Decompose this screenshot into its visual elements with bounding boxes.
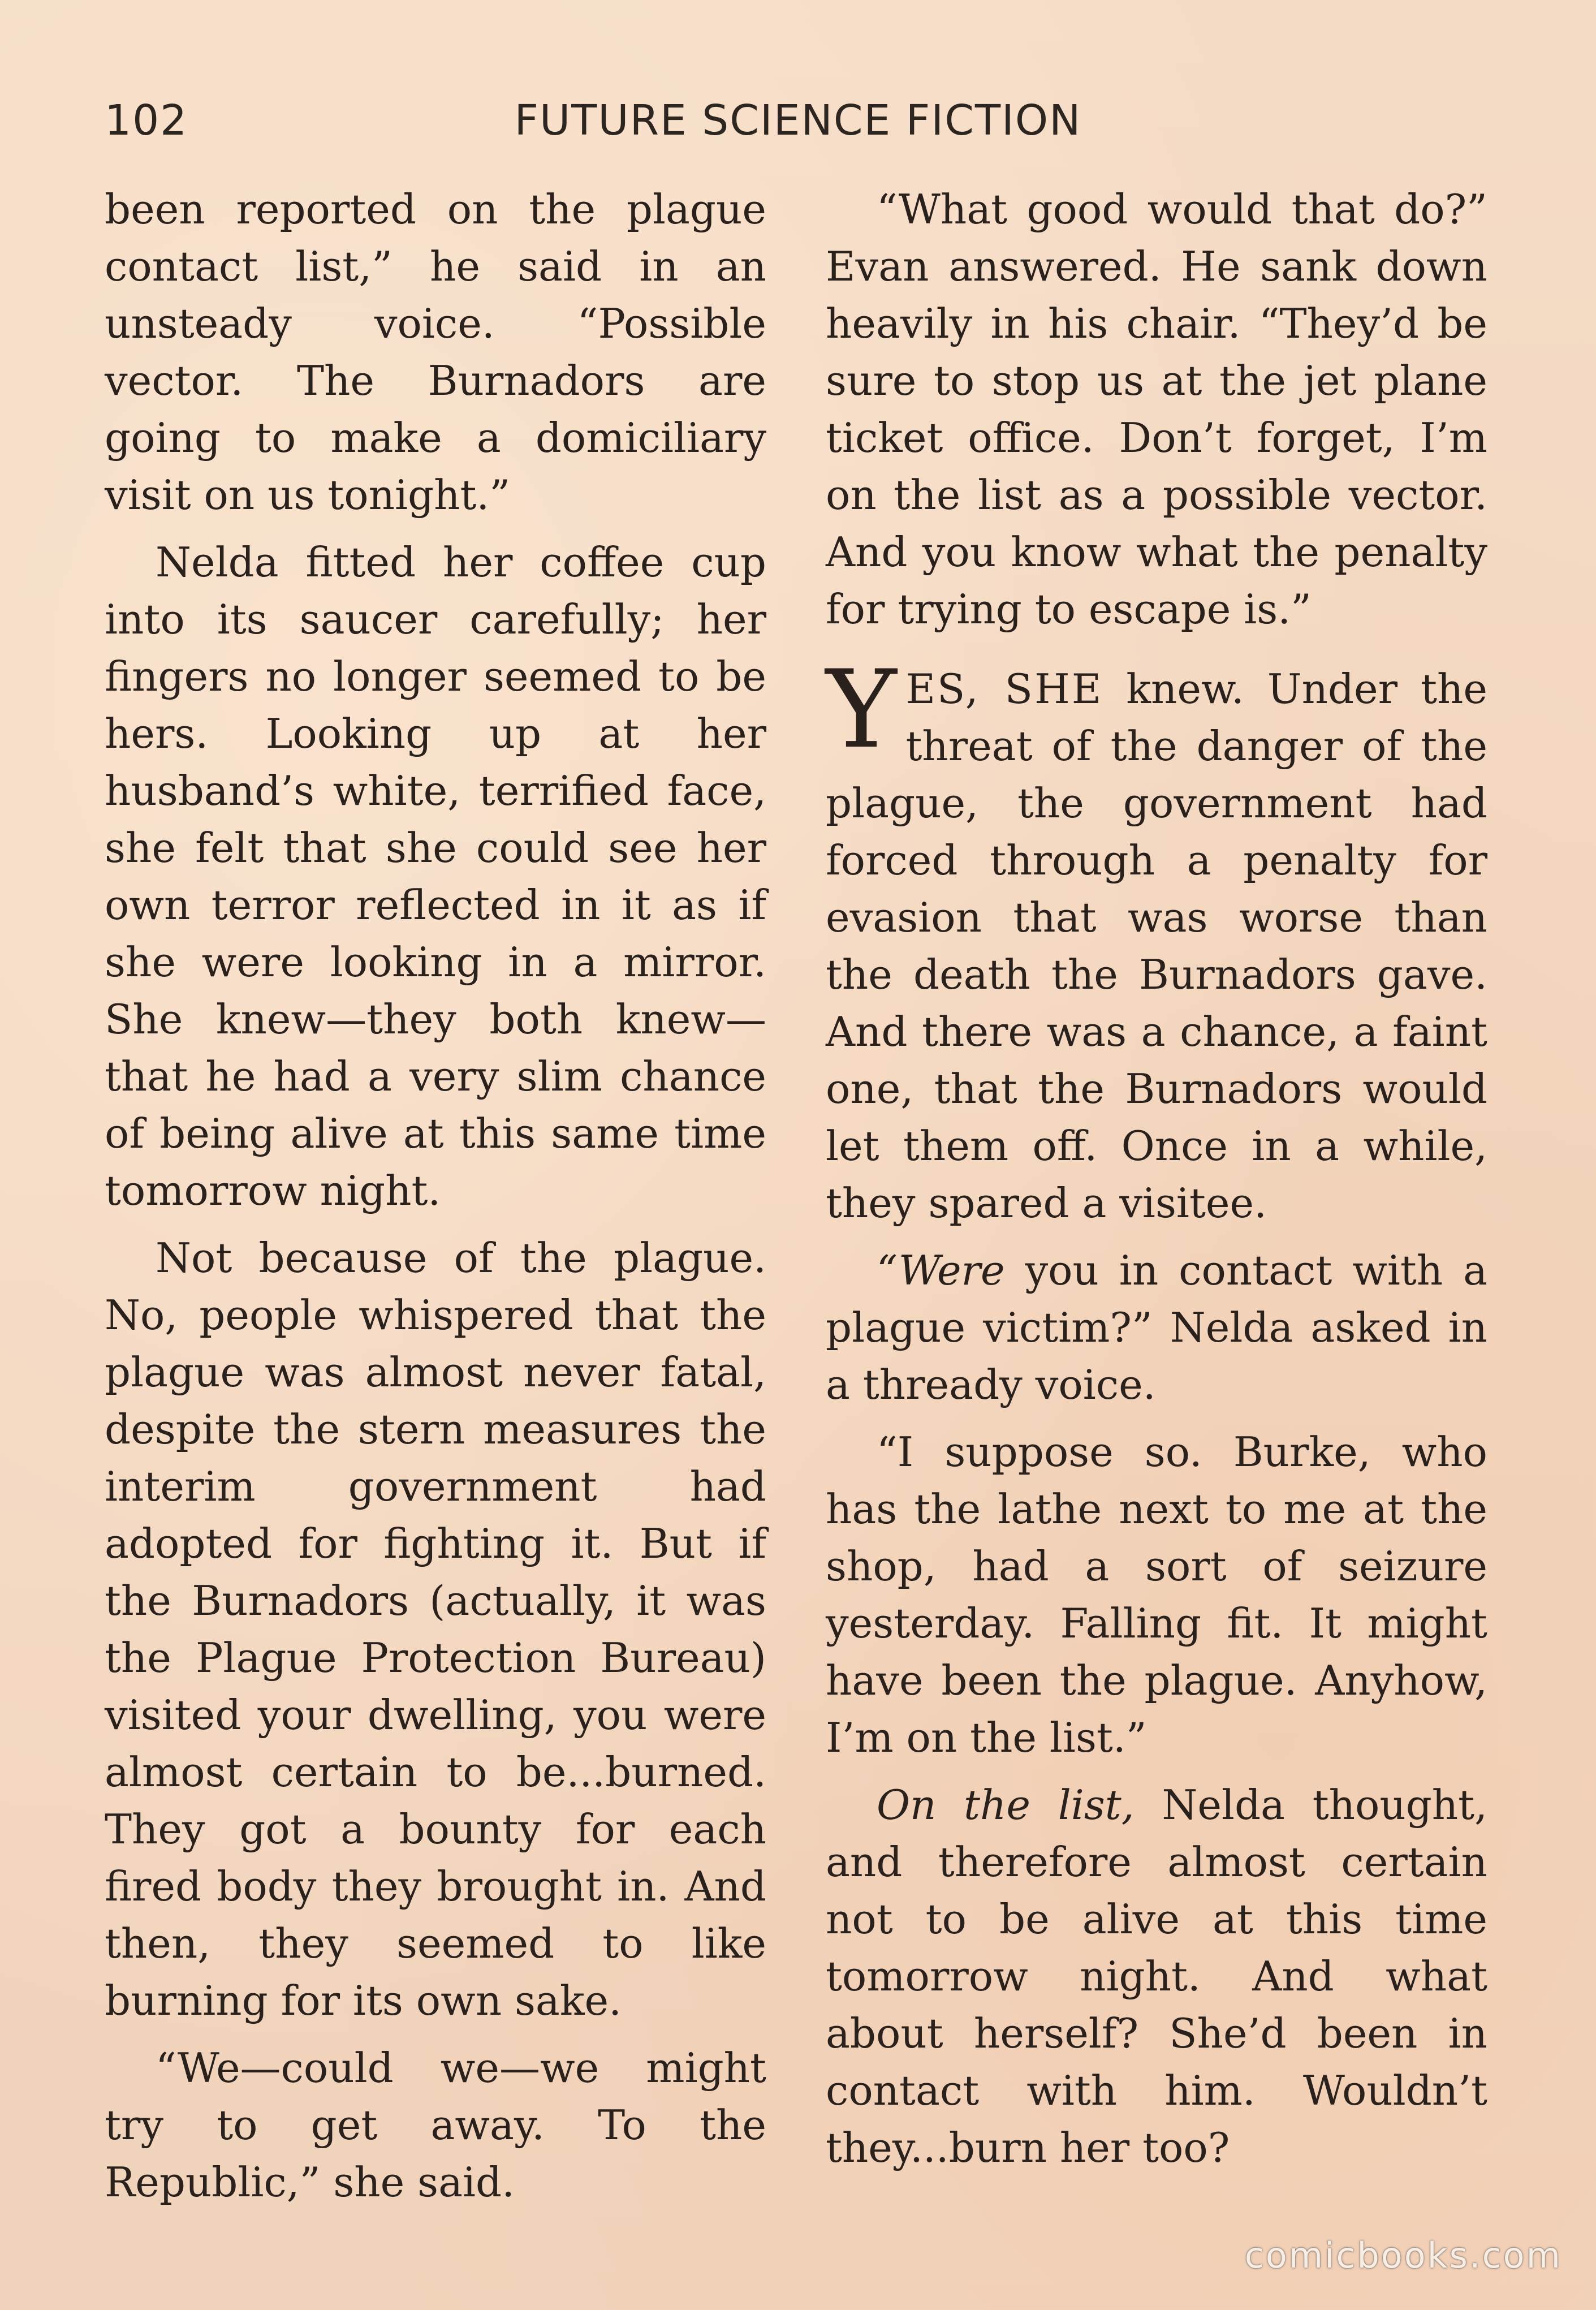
page-number: 102 <box>105 96 188 145</box>
paragraph-text: you in contact with a plague victim?” Nelda asked in a thready voice. <box>826 1247 1487 1408</box>
italic-emphasis: “Were <box>877 1247 1005 1294</box>
paragraph: been reported on the plague contact list,” he said in an unsteady voice. “Possible vector. The Burnadors are going to make a domiciliary visit on us tonight.” <box>105 186 766 519</box>
paragraph: “What good would that do?” Evan answered. He sank down heavily in his chair. “They’d be sure to stop us at the jet plane ticket office. Don’t forget, I’m on the list as a possible vector. And you know what the penalty for trying to escape is.” <box>826 186 1487 633</box>
right-column <box>826 181 1487 2187</box>
paragraph: Not because of the plague. No, people whispered that the plague was almost never fatal, despite the stern measures the interim government had adopted for fighting it. But if the Burnadors (actually, it was the Plague Protection Bureau) visited your dwelling, you were almost certain to be...burned. They got a bounty for each fired body they brought in. And then, they seemed to like burning for its own sake. <box>105 1234 766 2024</box>
italic-emphasis: On the list, <box>877 1781 1135 1829</box>
paragraph: “I suppose so. Burke, who has the lathe next to me at the shop, had a sort of seizure yesterday. Falling fit. It might have been the plague. Anyhow, I’m on the list.” <box>826 1428 1487 1761</box>
running-head: FUTURE SCIENCE FICTION <box>514 96 1082 145</box>
paragraph <box>826 1777 1487 2177</box>
paragraph-text: Nelda thought, and therefore almost certain not to be alive at this time tomorrow night. And what about herself? She’d been in contact with him. Wouldn’t they...burn her too? <box>826 1781 1487 2171</box>
page-header <box>105 96 1491 153</box>
paragraph <box>826 1242 1487 1413</box>
paragraph: Nelda fitted her coffee cup into its saucer carefully; her fingers no longer seemed to be hers. Looking up at her husband’s white, terrified face, she felt that she could see her own terror reflected in it as if she were looking in a mirror. She knew—they both knew—that he had a very slim chance of being alive at this same time tomorrow night. <box>105 538 766 1214</box>
paragraph-text: knew. Under the threat of the danger of the plague, the government had forced through a penalty for evasion that was worse than the death the Burnadors gave. And there was a chance, a faint one, that the Burnadors would let them off. Once in a while, they spared a visitee. <box>826 665 1488 1227</box>
watermark: comicbooks.com <box>1244 2235 1562 2276</box>
left-column <box>105 181 766 2221</box>
small-caps-lead: ES, SHE <box>905 665 1103 713</box>
section-opening-paragraph <box>826 647 1488 1232</box>
paragraph: “We—could we—we might try to get away. To the Republic,” she said. <box>105 2044 766 2206</box>
drop-cap: Y <box>826 647 897 772</box>
